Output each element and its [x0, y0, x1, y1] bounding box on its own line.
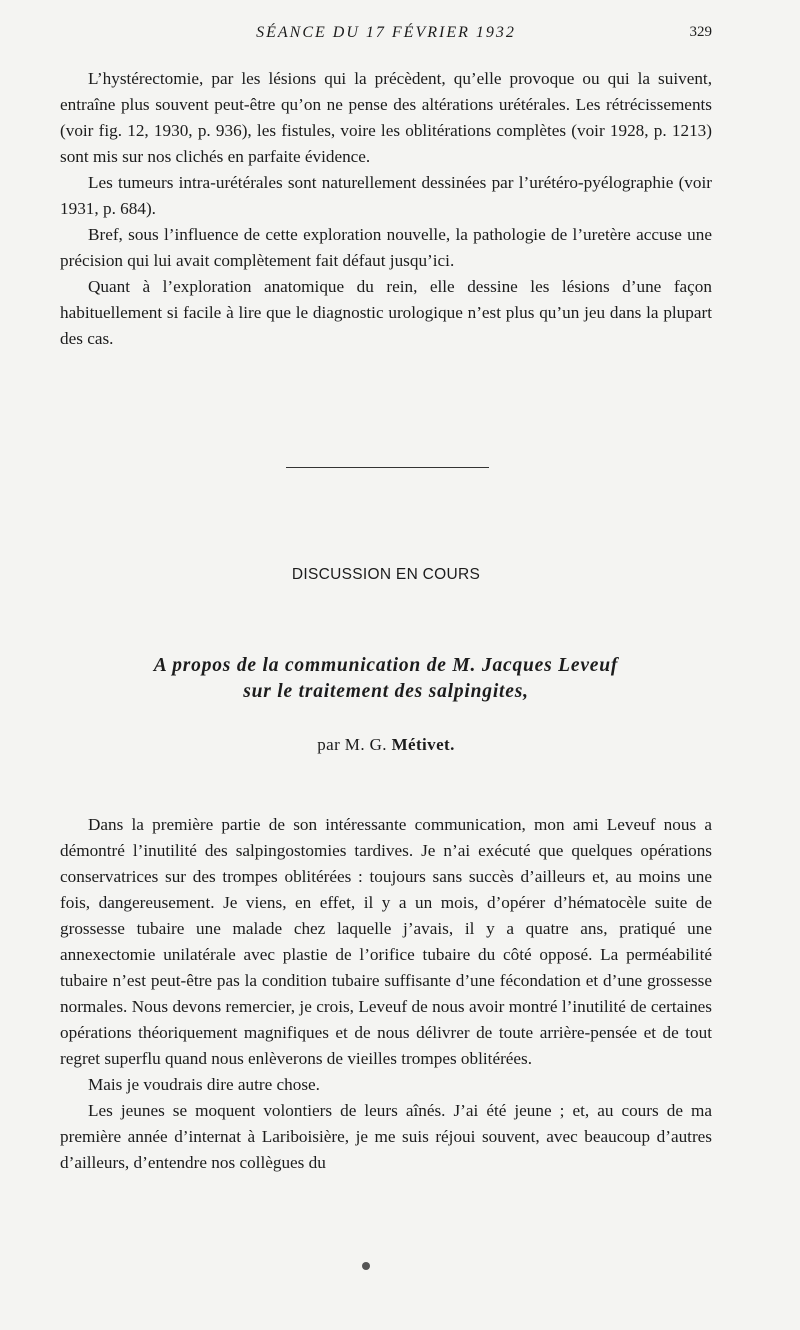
ink-speck: [362, 1262, 370, 1270]
article-body: [60, 812, 712, 1176]
running-title: SÉANCE DU 17 FÉVRIER 1932: [256, 24, 516, 41]
paragraph: Quant à l’exploration anatomique du rein, elle dessine les lésions d’une façon habituellement si facile à lire que le diagnostic urologique n’est plus qu’un jeu dans la plupart des cas.: [60, 277, 712, 348]
paragraph: Les jeunes se moquent volontiers de leurs aînés. J’ai été jeune ; et, au cours de ma première année d’internat à Lariboisière, je me suis réjoui souvent, avec beaucoup d’autres d’ailleurs, d’entendre nos collègues du: [60, 1101, 712, 1172]
byline-author: Métivet.: [391, 735, 455, 754]
article-title-line: A propos de la communication de M. Jacques Leveuf: [153, 655, 619, 676]
paragraph: Mais je voudrais dire autre chose.: [88, 1075, 320, 1094]
page-number: 329: [689, 24, 712, 40]
byline-prefix: par M. G.: [317, 735, 387, 754]
paragraph: Bref, sous l’influence de cette exploration nouvelle, la pathologie de l’uretère accuse une précision qui lui avait complètement fait défaut jusqu’ici.: [60, 225, 712, 270]
section-heading: DISCUSSION EN COURS: [291, 566, 481, 583]
separator-rule: [286, 467, 489, 468]
previous-article-text: [60, 66, 712, 352]
paragraph: L’hystérectomie, par les lésions qui la précèdent, qu’elle provoque ou qui la suivent, entraîne plus souvent peut-être qu’on ne pense des altérations urétérales. Les rétrécissements (voir fig. 12, 1930, p. 936), les fistules, voire les oblitérations complètes (voir 1928, p. 1213) sont mis sur nos clichés en parfaite évidence.: [60, 69, 712, 166]
paragraph: Dans la première partie de son intéressante communication, mon ami Leveuf nous a démontré l’inutilité des salpingostomies tardives. Je n’ai exécuté que quelques opérations conservatrices sur des trompes oblitérées : toujours sans succès d’ailleurs et, au moins une fois, dangereusement. Je viens, en effet, il y a un mois, d’opérer d’hématocèle suite de grossesse tubaire une malade chez laquelle j’avais, il y a quatre ans, pratiqué une annexectomie unilatérale avec plastie de l’orifice tubaire du côté opposé. La perméabilité tubaire n’est peut-être pas la condition tubaire suffisante d’une fécondation et d’une grossesse normales. Nous devons remercier, je crois, Leveuf de nous avoir montré l’inutilité de certaines opérations théoriquement magnifiques et de nous délivrer de toute arrière-pensée et de tout regret superflu quand nous enlèverons de vieilles trompes oblitérées.: [60, 815, 712, 1068]
byline: [60, 735, 712, 755]
running-header: [60, 24, 712, 48]
paragraph: Les tumeurs intra-urétérales sont naturellement dessinées par l’urétéro-pyélographie (voir 1931, p. 684).: [60, 173, 712, 218]
article-title: [60, 653, 712, 705]
article-title-line: sur le traitement des salpingites,: [243, 681, 529, 702]
